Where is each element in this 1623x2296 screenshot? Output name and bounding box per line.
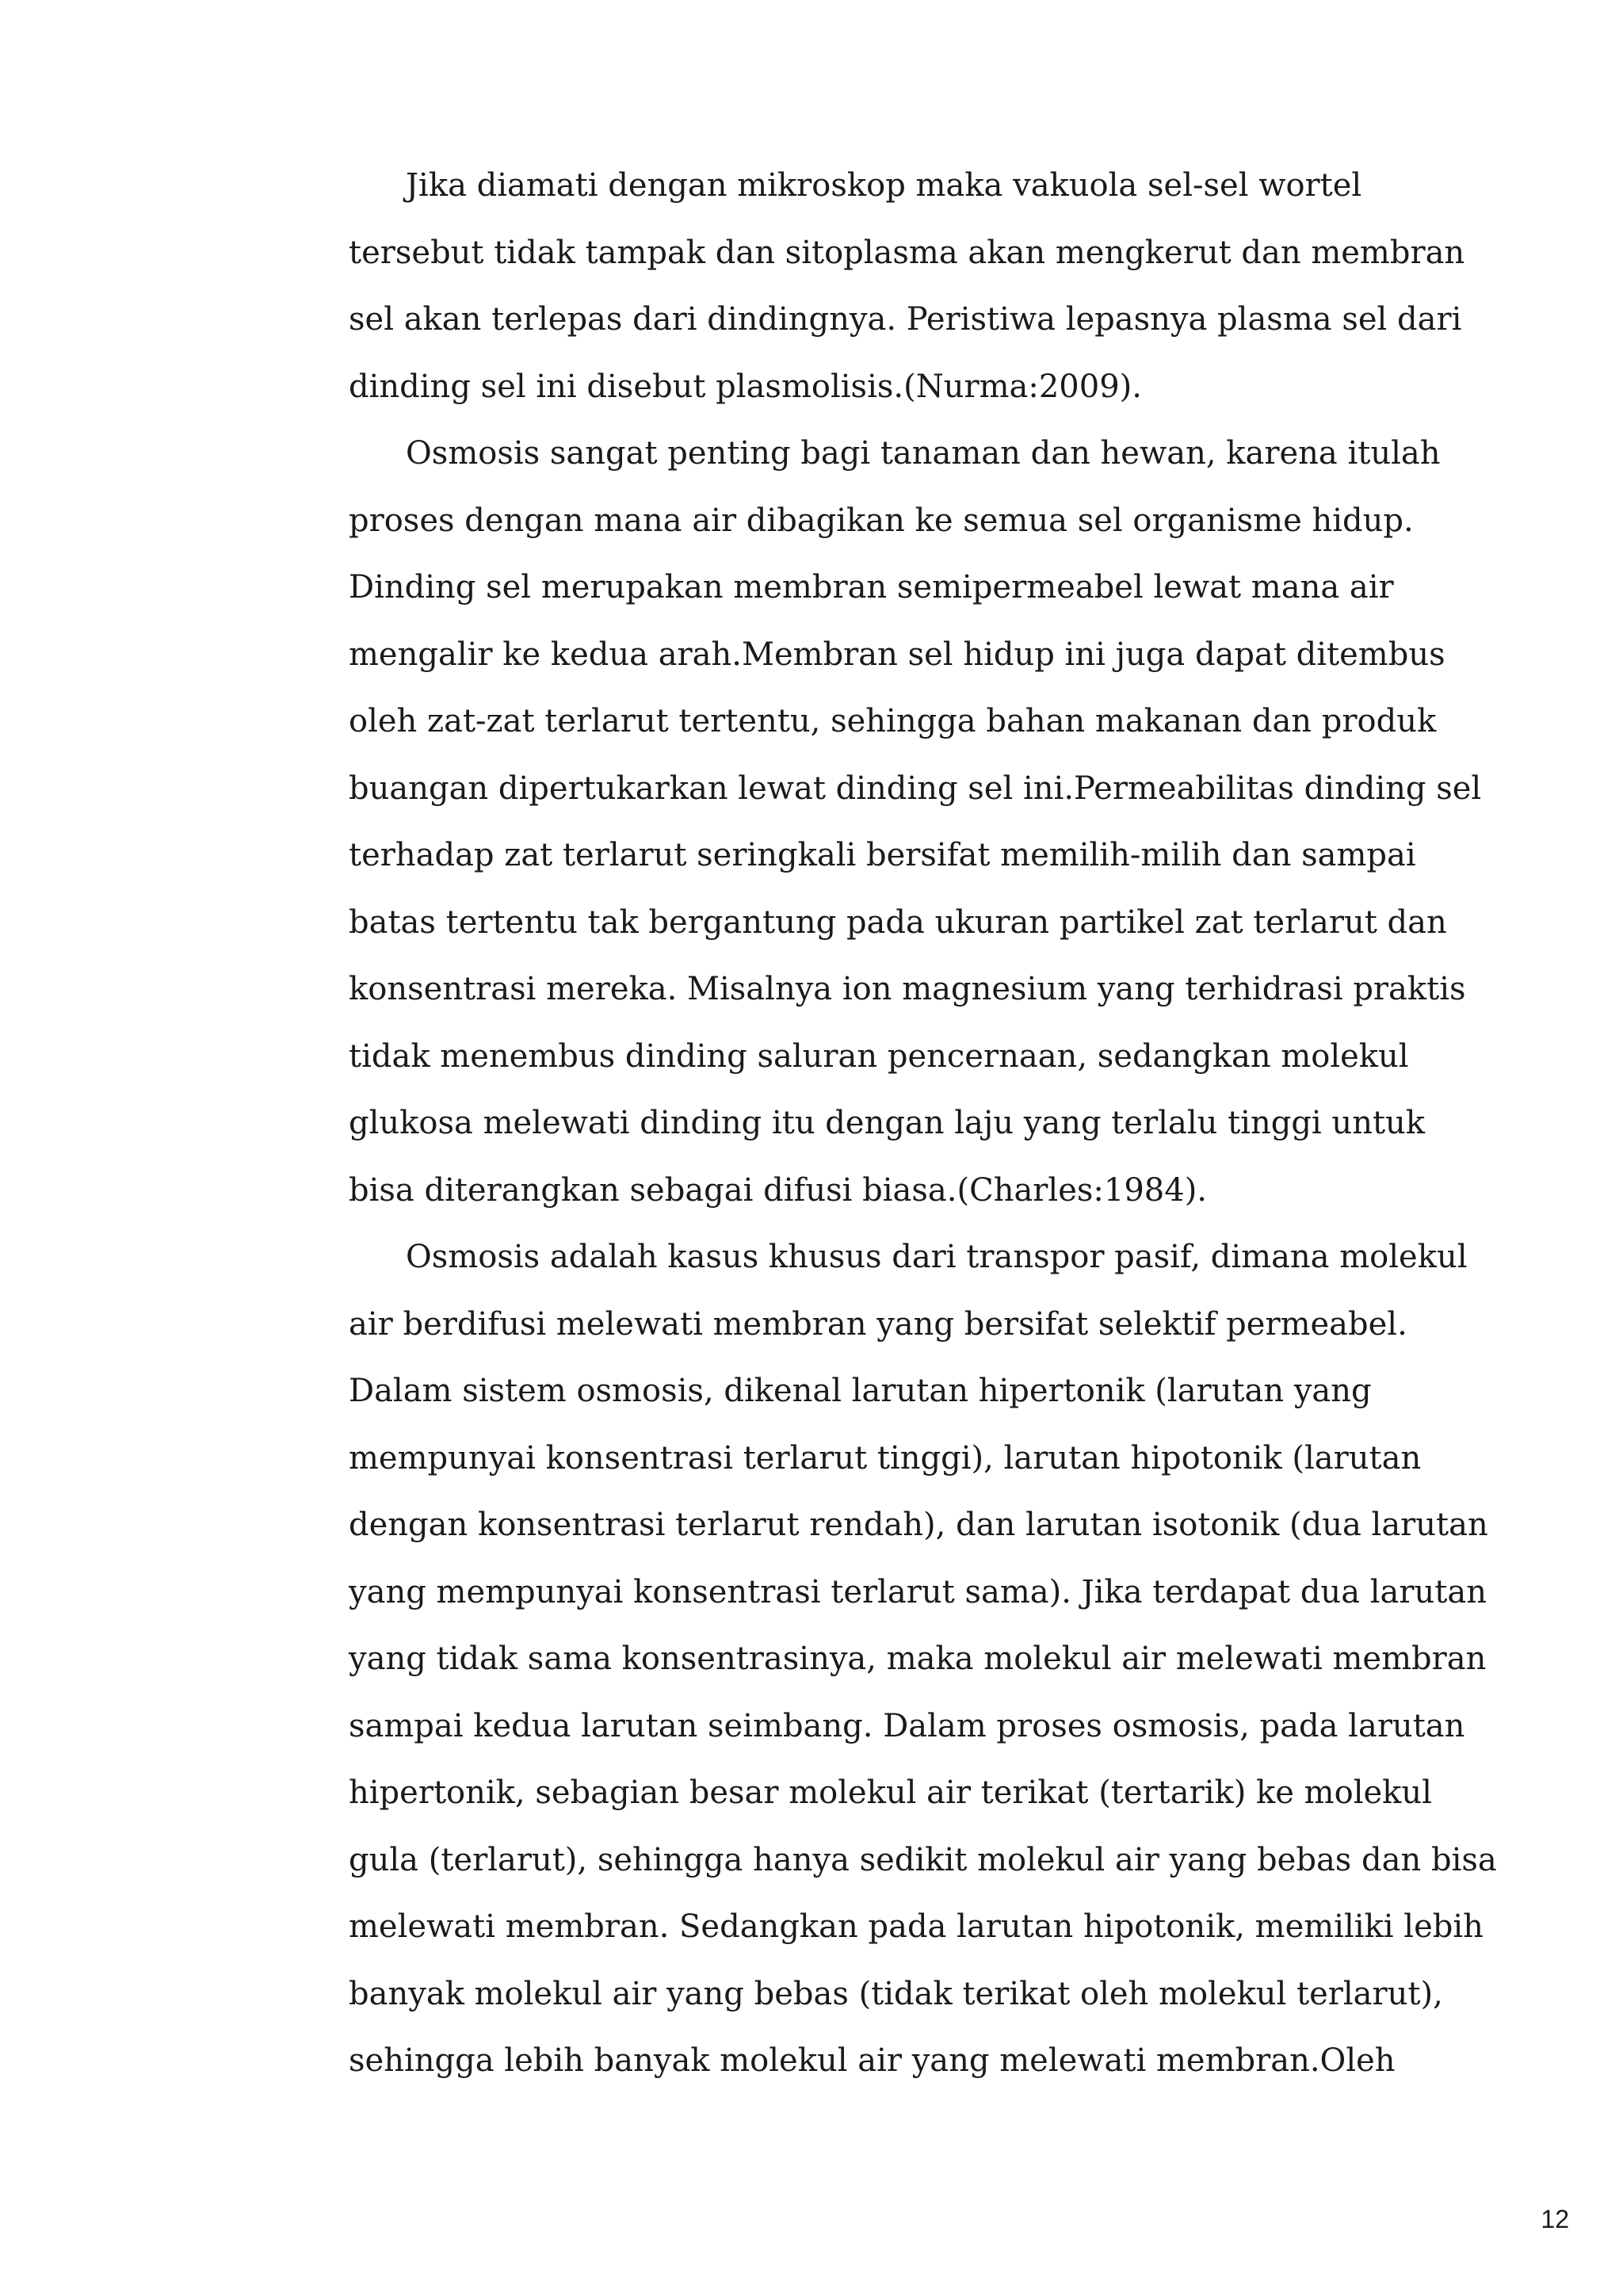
paragraph-line: Jika diamati dengan mikroskop maka vakuola sel-sel wortel bbox=[406, 167, 1362, 204]
paragraph-line: hipertonik, sebagian besar molekul air terikat (tertarik) ke molekul bbox=[349, 1775, 1432, 1811]
paragraph-line: tersebut tidak tampak dan sitoplasma akan mengkerut dan membran bbox=[349, 234, 1465, 271]
page-number: 12 bbox=[1541, 2205, 1569, 2233]
paragraph-line: air berdifusi melewati membran yang bersifat selektif permeabel. bbox=[349, 1305, 1407, 1343]
paragraph-line: batas tertentu tak bergantung pada ukuran partikel zat terlarut dan bbox=[349, 904, 1447, 941]
paragraph-osmosis-definition bbox=[349, 1224, 1497, 2095]
paragraph-line: yang tidak sama konsentrasinya, maka molekul air melewati membran bbox=[349, 1641, 1487, 1677]
paragraph-line: mengalir ke kedua arah.Membran sel hidup ini juga dapat ditembus bbox=[349, 636, 1445, 673]
paragraph-line: gula (terlarut), sehingga hanya sedikit molekul air yang bebas dan bisa bbox=[349, 1841, 1497, 1878]
paragraph-line: sehingga lebih banyak molekul air yang melewati membran.Oleh bbox=[349, 2042, 1396, 2079]
body-text bbox=[349, 152, 1497, 2095]
paragraph-line: Osmosis sangat penting bagi tanaman dan hewan, karena itulah bbox=[406, 435, 1441, 472]
paragraph-line: mempunyai konsentrasi terlarut tinggi), larutan hipotonik (larutan bbox=[349, 1439, 1422, 1477]
paragraph-osmosis-importance bbox=[349, 420, 1490, 1224]
paragraph-line: buangan dipertukarkan lewat dinding sel ini.Permeabilitas dinding sel bbox=[349, 770, 1482, 807]
paragraph-plasmolysis bbox=[349, 152, 1490, 420]
paragraph-line: terhadap zat terlarut seringkali bersifat memilih-milih dan sampai bbox=[349, 837, 1416, 873]
paragraph-line: yang mempunyai konsentrasi terlarut sama). Jika terdapat dua larutan bbox=[349, 1573, 1487, 1610]
paragraph-line: melewati membran. Sedangkan pada larutan hipotonik, memiliki lebih bbox=[349, 1908, 1484, 1945]
paragraph-line: Osmosis adalah kasus khusus dari transpor pasif, dimana molekul bbox=[406, 1239, 1468, 1275]
paragraph-line: tidak menembus dinding saluran pencernaan, sedangkan molekul bbox=[349, 1037, 1409, 1075]
paragraph-line: Dalam sistem osmosis, dikenal larutan hipertonik (larutan yang bbox=[349, 1373, 1372, 1409]
paragraph-line: glukosa melewati dinding itu dengan laju yang terlalu tinggi untuk bbox=[349, 1105, 1426, 1141]
paragraph-line: oleh zat-zat terlarut tertentu, sehingga bahan makanan dan produk bbox=[349, 703, 1437, 739]
paragraph-line: konsentrasi mereka. Misalnya ion magnesium yang terhidrasi praktis bbox=[349, 971, 1466, 1007]
paragraph-line: bisa diterangkan sebagai difusi biasa.(Charles:1984). bbox=[349, 1171, 1208, 1209]
paragraph-line: sampai kedua larutan seimbang. Dalam proses osmosis, pada larutan bbox=[349, 1707, 1465, 1744]
paragraph-line: sel akan terlepas dari dindingnya. Peristiwa lepasnya plasma sel dari bbox=[349, 301, 1462, 338]
paragraph-line: proses dengan mana air dibagikan ke semua sel organisme hidup. bbox=[349, 502, 1414, 539]
paragraph-line: banyak molekul air yang bebas (tidak terikat oleh molekul terlarut), bbox=[349, 1975, 1443, 2012]
paragraph-line: dengan konsentrasi terlarut rendah), dan larutan isotonik (dua larutan bbox=[349, 1507, 1488, 1543]
paragraph-line: dinding sel ini disebut plasmolisis.(Nurma:2009). bbox=[349, 368, 1142, 405]
paragraph-line: Dinding sel merupakan membran semipermeabel lewat mana air bbox=[349, 569, 1394, 606]
